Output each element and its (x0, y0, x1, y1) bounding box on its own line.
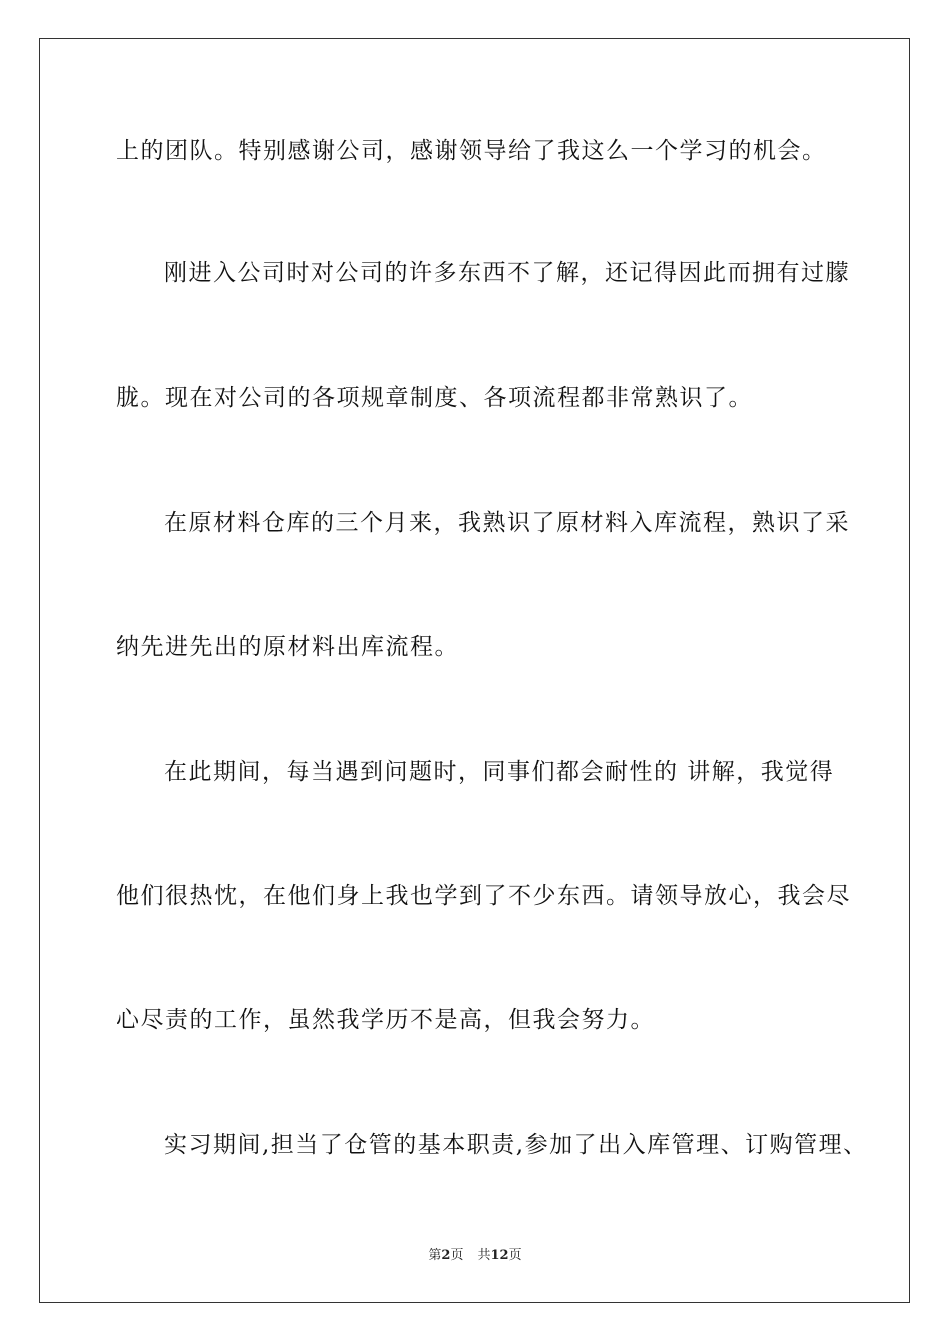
total-prefix: 共 (477, 1248, 491, 1263)
paragraph-3-line-2: 纳先进先出的原材料出库流程。 (116, 634, 459, 660)
paragraph-3-line-1: 在原材料仓库的三个月来，我熟识了原材料入库流程，熟识了采 (164, 510, 850, 536)
paragraph-4-line-3: 心尽责的工作，虽然我学历不是高，但我会努力。 (116, 1007, 655, 1033)
page-prefix: 第 (428, 1248, 442, 1263)
paragraph-4-line-2: 他们很热忱，在他们身上我也学到了不少东西。请领导放心，我会尽 (116, 883, 851, 909)
paragraph-5-line-1: 实习期间,担当了仓管的基本职责,参加了出入库管理、订购管理、 (164, 1132, 868, 1158)
paragraph-2-line-1: 刚进入公司时对公司的许多东西不了解，还记得因此而拥有过朦 (164, 260, 850, 286)
paragraph-2-line-2: 胧。现在对公司的各项规章制度、各项流程都非常熟识了。 (116, 385, 753, 411)
body-line-1: 上的团队。特别感谢公司，感谢领导给了我这么一个学习的机会。 (116, 138, 827, 164)
page-suffix: 页 (450, 1248, 464, 1263)
page-border (39, 38, 910, 1303)
total-pages: 12 (490, 1248, 509, 1263)
total-suffix: 页 (508, 1248, 522, 1263)
page-number: 2 (441, 1248, 451, 1263)
paragraph-4-line-1: 在此期间，每当遇到问题时，同事们都会耐性的 讲解，我觉得 (164, 759, 835, 785)
page-footer (0, 1247, 950, 1265)
